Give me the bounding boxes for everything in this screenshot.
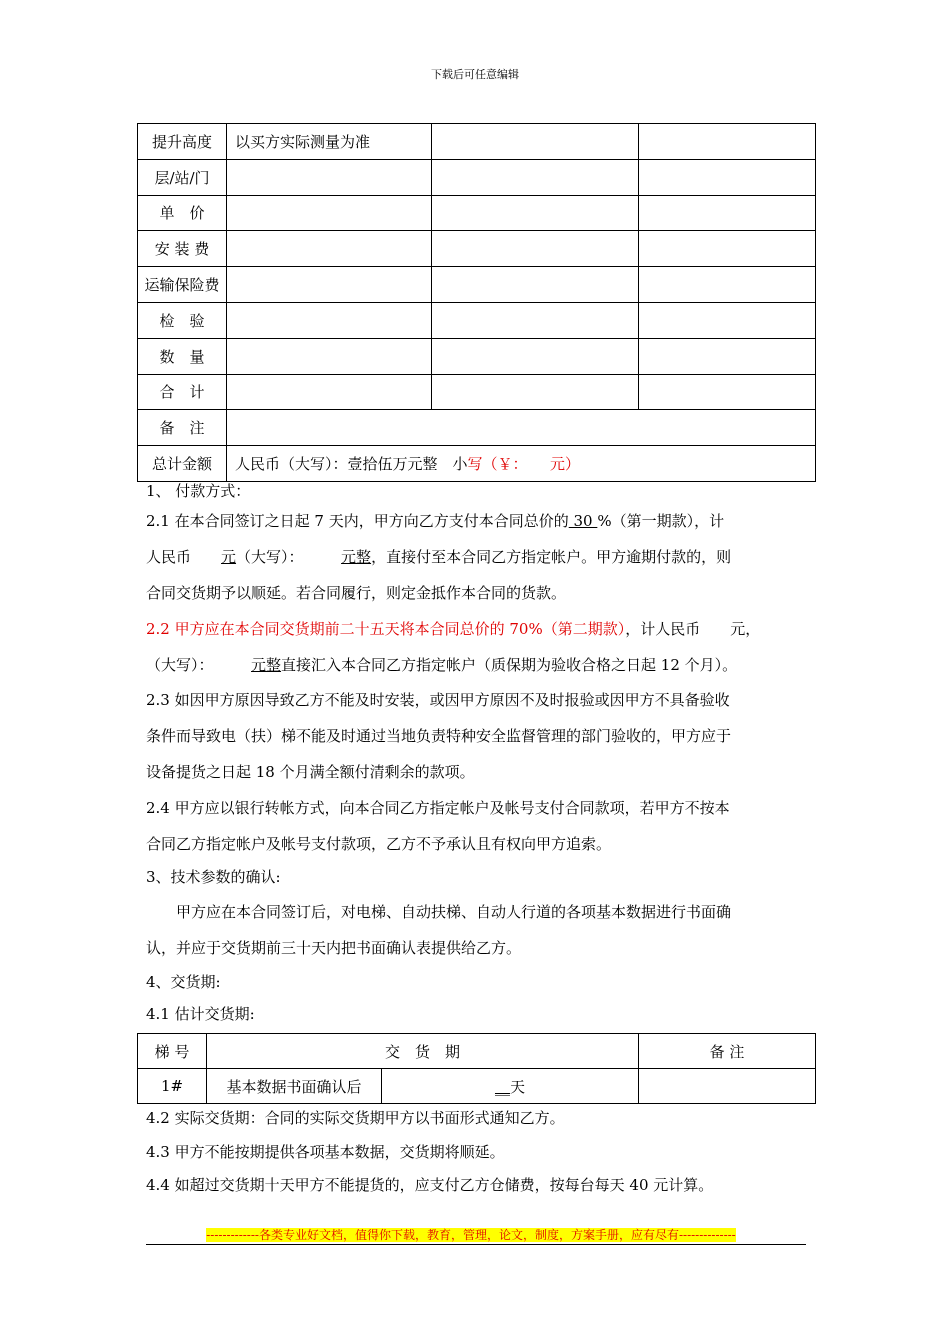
header-cell: 交 货 期: [207, 1034, 639, 1069]
text-span: （大写）：: [146, 656, 252, 674]
section-heading: 1、 付款方式：: [146, 482, 251, 500]
table-row: [138, 195, 816, 231]
row-cell: [432, 302, 639, 338]
row-cell: [639, 267, 816, 303]
paragraph-line: [146, 546, 731, 567]
paragraph-line: [146, 510, 724, 531]
paragraph-line: 认，并应于交货期前三十天内把书面确认表提供给乙方。: [146, 939, 522, 957]
row-label: 备 注: [138, 410, 227, 446]
underlined-blank: 元整: [341, 548, 372, 566]
delivery-table: [137, 1033, 816, 1104]
row-cell: [227, 231, 432, 267]
text-span: 人民币: [146, 548, 222, 566]
row-cell: [227, 159, 432, 195]
table-row: [138, 1069, 816, 1104]
table-row: [138, 267, 816, 303]
elevator-no: 1#: [138, 1069, 207, 1104]
row-cell: [432, 195, 639, 231]
row-cell: [227, 195, 432, 231]
paragraph-line: 设备提货之日起 18 个月满全额付清剩余的款项。: [146, 763, 475, 781]
underlined-blank: __: [494, 1077, 510, 1096]
row-cell: [639, 338, 816, 374]
page-footer: [146, 1226, 796, 1243]
header-cell: 备 注: [639, 1034, 816, 1069]
row-cell: [639, 124, 816, 160]
row-cell: [227, 410, 816, 446]
row-cell: [227, 338, 432, 374]
paragraph-line: 4.4 如超过交货期十天甲方不能提货的，应支付乙方仓储费，按每台每天 40 元计算。: [146, 1176, 714, 1194]
text-span: 直接汇入本合同乙方指定帐户（质保期为验收合格之日起 12 个月）。: [281, 656, 738, 674]
section-heading: 3、技术参数的确认:: [146, 868, 281, 886]
row-label: 合 计: [138, 374, 227, 410]
total-amount: [227, 446, 816, 482]
paragraph-line: [146, 654, 737, 675]
row-cell: [227, 374, 432, 410]
total-amount-red-text: 写（￥： 元）: [467, 455, 581, 474]
row-value: 以买方实际测量为准: [227, 124, 432, 160]
underlined-blank: 元: [221, 548, 237, 566]
table-row: [138, 159, 816, 195]
table-row: [138, 410, 816, 446]
paragraph-line: [146, 618, 760, 639]
paragraph-line: 4.3 甲方不能按期提供各项基本数据，交货期将顺延。: [146, 1143, 505, 1161]
text-span: ，直接付至本合同乙方指定帐户。甲方逾期付款的，则: [371, 548, 732, 566]
red-text: 2.2 甲方应在本合同交货期前二十五天将本合同总价的 70%（第二期款）: [146, 620, 626, 638]
row-label: 数 量: [138, 338, 227, 374]
text-span: （大写）：: [236, 548, 342, 566]
paragraph-line: 合同乙方指定帐户及帐号支付款项，乙方不予承认且有权向甲方追索。: [146, 835, 612, 853]
row-cell: [639, 302, 816, 338]
text-span: 2.1 在本合同签订之日起 7 天内，甲方向乙方支付本合同总价的: [146, 512, 569, 530]
subsection-heading: 4.1 估计交货期:: [146, 1005, 255, 1023]
paragraph-line: 4.2 实际交货期：合同的实际交货期甲方以书面形式通知乙方。: [146, 1109, 565, 1127]
table-row: [138, 374, 816, 410]
text-span: %（第一期款），计: [597, 512, 725, 530]
row-label: 检 验: [138, 302, 227, 338]
period-desc: 基本数据书面确认后: [207, 1069, 382, 1104]
row-cell: [432, 124, 639, 160]
period-days: [382, 1069, 639, 1104]
text-span: 天: [509, 1077, 525, 1096]
table-row: [138, 124, 816, 160]
row-cell: [432, 231, 639, 267]
text-span: ，计人民币 元，: [625, 620, 761, 638]
row-label: 总计金额: [138, 446, 227, 482]
total-amount-text: 人民币（大写）：壹拾伍万元整 小: [235, 455, 468, 474]
row-cell: [639, 231, 816, 267]
row-cell: [432, 374, 639, 410]
table-row: [138, 1034, 816, 1069]
paragraph-line: 2.3 如因甲方原因导致乙方不能及时安装，或因甲方原因不及时报验或因甲方不具备验收: [146, 691, 730, 709]
header-cell: 梯 号: [138, 1034, 207, 1069]
table-row: [138, 446, 816, 482]
row-label: 运输保险费: [138, 267, 227, 303]
paragraph-line: 条件而导致电（扶）梯不能及时通过当地负责特种安全监督管理的部门验收的，甲方应于: [146, 727, 732, 745]
paragraph-line: 2.4 甲方应以银行转帐方式，向本合同乙方指定帐户及帐号支付合同款项，若甲方不按本: [146, 799, 730, 817]
row-cell: [432, 159, 639, 195]
row-cell: [639, 195, 816, 231]
row-cell: [432, 267, 639, 303]
paragraph-line: 合同交货期予以顺延。若合同履行，则定金抵作本合同的货款。: [146, 584, 567, 602]
table-row: [138, 302, 816, 338]
table-row: [138, 338, 816, 374]
underlined-blank: 元整: [251, 656, 282, 674]
row-cell: [639, 159, 816, 195]
underlined-blank: 30: [568, 512, 598, 530]
row-cell: [227, 267, 432, 303]
table-row: [138, 231, 816, 267]
row-label: 安 装 费: [138, 231, 227, 267]
spec-table: [137, 123, 816, 482]
row-cell: [639, 374, 816, 410]
page-header: 下载后可任意编辑: [431, 68, 519, 81]
footer-divider: [146, 1244, 806, 1245]
section-heading: 4、交货期:: [146, 973, 221, 991]
footer-text: -------------各类专业好文档，值得你下载，教育，管理，论文，制度，方案手册，应有尽有--------------: [206, 1228, 736, 1242]
row-cell: [639, 1069, 816, 1104]
row-label: 提升高度: [138, 124, 227, 160]
row-label: 单 价: [138, 195, 227, 231]
row-cell: [227, 302, 432, 338]
row-label: 层/站/门: [138, 159, 227, 195]
paragraph-line: 甲方应在本合同签订后，对电梯、自动扶梯、自动人行道的各项基本数据进行书面确: [146, 903, 732, 921]
row-cell: [432, 338, 639, 374]
